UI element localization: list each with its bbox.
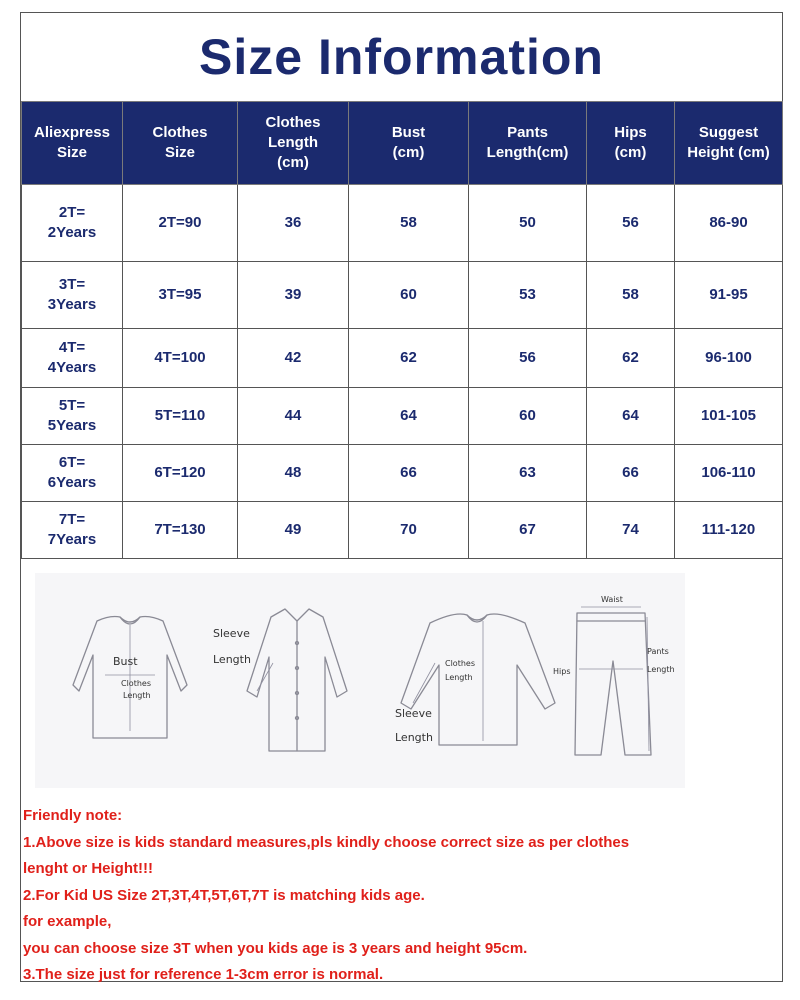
header-clothes-size: Clothes Size	[123, 102, 238, 185]
note-line-1b: lenght or Height!!!	[23, 860, 153, 877]
friendly-note	[23, 803, 781, 989]
cell-aliexpress-size: 7T= 7Years	[22, 502, 123, 559]
cell-bust: 64	[349, 388, 469, 445]
measurement-guide	[35, 573, 685, 788]
header-bust: Bust (cm)	[349, 102, 469, 185]
label-hips: Hips	[553, 667, 571, 676]
label-pants-length: Length	[647, 665, 675, 674]
cell-bust: 60	[349, 262, 469, 329]
label-pants: Pants	[647, 647, 669, 656]
cell-clothes-length: 44	[238, 388, 349, 445]
cell-aliexpress-size: 2T= 2Years	[22, 185, 123, 262]
cell-pants-length: 60	[469, 388, 587, 445]
cell-clothes-length: 48	[238, 445, 349, 502]
cell-aliexpress-size: 6T= 6Years	[22, 445, 123, 502]
note-line-3: for example,	[23, 913, 112, 930]
label-length-2: Length	[445, 673, 473, 682]
table-row	[22, 329, 783, 388]
cell-clothes-size: 2T=90	[123, 185, 238, 262]
label-sleeve-length-1: Length	[213, 653, 251, 666]
cell-suggest-height: 96-100	[675, 329, 783, 388]
cell-clothes-size: 6T=120	[123, 445, 238, 502]
table-header-row	[22, 102, 783, 185]
label-sleeve-1: Sleeve	[213, 627, 250, 640]
table-row	[22, 262, 783, 329]
cell-aliexpress-size: 5T= 5Years	[22, 388, 123, 445]
cell-clothes-size: 5T=110	[123, 388, 238, 445]
cell-hips: 62	[587, 329, 675, 388]
note-heading: Friendly note:	[23, 807, 123, 824]
cell-hips: 66	[587, 445, 675, 502]
raglan-shirt-outline-icon	[401, 614, 555, 745]
cell-clothes-length: 42	[238, 329, 349, 388]
cell-hips: 74	[587, 502, 675, 559]
cell-aliexpress-size: 4T= 4Years	[22, 329, 123, 388]
label-sleeve-length-2: Length	[395, 731, 433, 744]
label-clothes-1: Clothes	[121, 679, 151, 688]
size-chart-frame	[20, 12, 783, 982]
note-line-5: 3.The size just for reference 1-3cm error is normal.	[23, 966, 384, 983]
header-aliexpress-size: Aliexpress Size	[22, 102, 123, 185]
table-row	[22, 502, 783, 559]
label-sleeve-2: Sleeve	[395, 707, 432, 720]
cell-pants-length: 67	[469, 502, 587, 559]
header-hips: Hips (cm)	[587, 102, 675, 185]
table-row	[22, 388, 783, 445]
note-line-2: 2.For Kid US Size 2T,3T,4T,5T,6T,7T is matching kids age.	[23, 886, 425, 904]
cell-hips: 64	[587, 388, 675, 445]
cell-bust: 66	[349, 445, 469, 502]
cell-hips: 56	[587, 185, 675, 262]
header-clothes-length: Clothes Length (cm)	[238, 102, 349, 185]
cell-clothes-length: 36	[238, 185, 349, 262]
cell-suggest-height: 101-105	[675, 388, 783, 445]
cell-hips: 58	[587, 262, 675, 329]
note-line-1a: 1.Above size is kids standard measures,pls kindly choose correct size as per clothes	[23, 833, 630, 851]
label-length-1: Length	[123, 691, 151, 700]
cell-suggest-height: 111-120	[675, 502, 783, 559]
cell-clothes-size: 7T=130	[123, 502, 238, 559]
pants-outline-icon	[575, 613, 651, 755]
page-title: Size Information	[199, 29, 604, 85]
cell-clothes-length: 39	[238, 262, 349, 329]
cell-pants-length: 50	[469, 185, 587, 262]
cell-clothes-size: 3T=95	[123, 262, 238, 329]
cell-bust: 70	[349, 502, 469, 559]
size-table	[21, 101, 783, 559]
cell-suggest-height: 86-90	[675, 185, 783, 262]
table-row	[22, 185, 783, 262]
header-suggest-height: Suggest Height (cm)	[675, 102, 783, 185]
label-clothes-2: Clothes	[445, 659, 475, 668]
cell-pants-length: 63	[469, 445, 587, 502]
cell-pants-length: 56	[469, 329, 587, 388]
cell-suggest-height: 106-110	[675, 445, 783, 502]
header-pants-length: Pants Length(cm)	[469, 102, 587, 185]
cell-bust: 62	[349, 329, 469, 388]
label-bust: Bust	[113, 655, 138, 668]
cell-clothes-length: 49	[238, 502, 349, 559]
table-row	[22, 445, 783, 502]
label-waist: Waist	[601, 595, 623, 604]
cell-suggest-height: 91-95	[675, 262, 783, 329]
cell-aliexpress-size: 3T= 3Years	[22, 262, 123, 329]
cell-clothes-size: 4T=100	[123, 329, 238, 388]
cell-pants-length: 53	[469, 262, 587, 329]
note-line-4: you can choose size 3T when you kids age is 3 years and height 95cm.	[23, 939, 528, 957]
cell-bust: 58	[349, 185, 469, 262]
